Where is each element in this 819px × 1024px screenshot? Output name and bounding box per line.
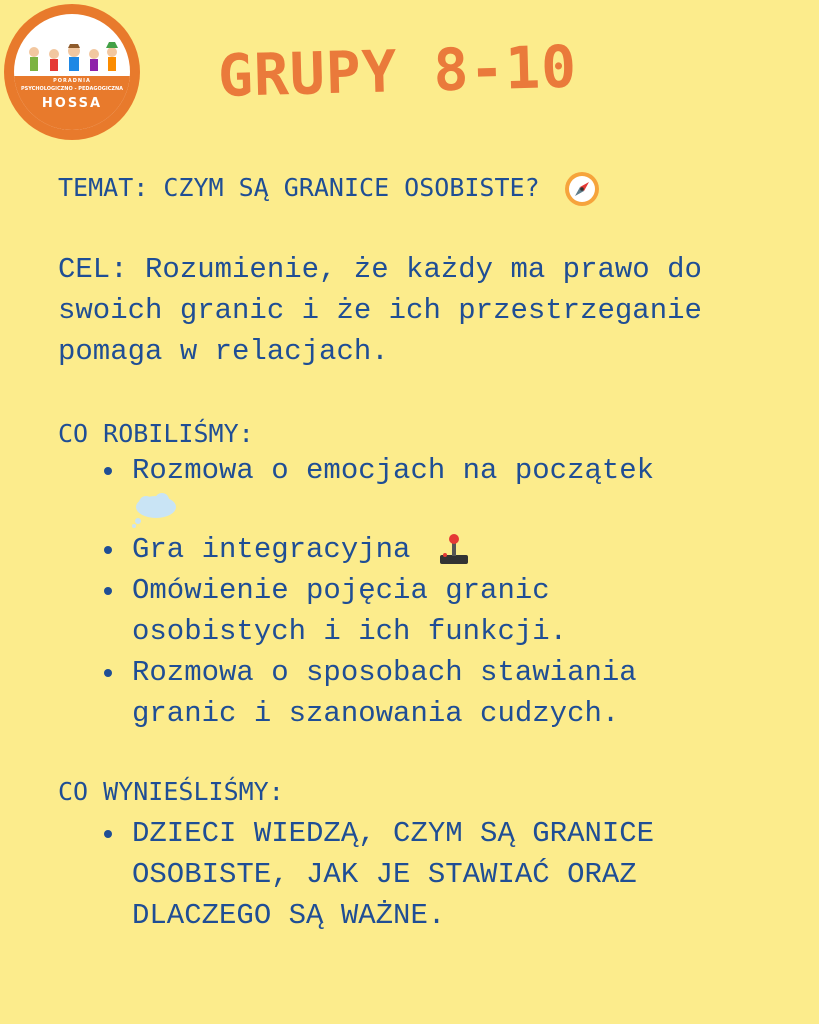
list-item (98, 813, 654, 936)
goal-line-1: CEL: Rozumienie, że każdy ma prawo do (58, 253, 702, 286)
joystick-icon (436, 531, 472, 567)
goal-line-2: swoich granic i że ich przestrzeganie (58, 294, 702, 327)
thought-bubble-icon (132, 493, 182, 529)
goal-line-3: pomaga w relacjach. (58, 335, 389, 368)
outcomes-list (98, 813, 654, 936)
activity-3-line-1: Omówienie pojęcia granic (132, 574, 550, 607)
logo-text-poradnia: PORADNIA (53, 78, 91, 84)
hossa-logo (4, 4, 140, 140)
activity-3-line-2: osobistych i ich funkcji. (132, 615, 568, 648)
list-item (98, 570, 654, 652)
activity-4-line-1: Rozmowa o sposobach stawiania (132, 656, 637, 689)
activity-4-line-2: granic i szanowania cudzych. (132, 697, 620, 730)
children-drawing-icon (20, 42, 124, 78)
outcome-line-1: DZIECI WIEDZĄ, CZYM SĄ GRANICE (132, 817, 655, 850)
logo-text-type: PSYCHOLOGICZNO - PEDAGOGICZNA (20, 86, 124, 92)
outcomes-heading: CO WYNIEŚLIŚMY: (58, 777, 284, 806)
compass-icon (563, 170, 601, 208)
logo-text-hossa: HOSSA (41, 96, 103, 111)
activity-1-text: Rozmowa o emocjach na początek (132, 454, 655, 487)
activities-list (98, 450, 654, 734)
topic-text: TEMAT: CZYM SĄ GRANICE OSOBISTE? (58, 173, 540, 202)
logo-inner-circle (14, 14, 130, 130)
topic-line (58, 167, 601, 208)
list-item (98, 450, 654, 529)
list-item (98, 652, 654, 734)
page-title: GRUPY 8-10 (217, 32, 578, 110)
goal-block (58, 249, 702, 372)
outcome-line-3: DLACZEGO SĄ WAŻNE. (132, 899, 446, 932)
activity-2-text: Gra integracyjna (132, 533, 411, 566)
outcome-line-2: OSOBISTE, JAK JE STAWIAĆ ORAZ (132, 858, 637, 891)
activities-heading: CO ROBILIŚMY: (58, 419, 254, 448)
list-item (98, 529, 654, 570)
